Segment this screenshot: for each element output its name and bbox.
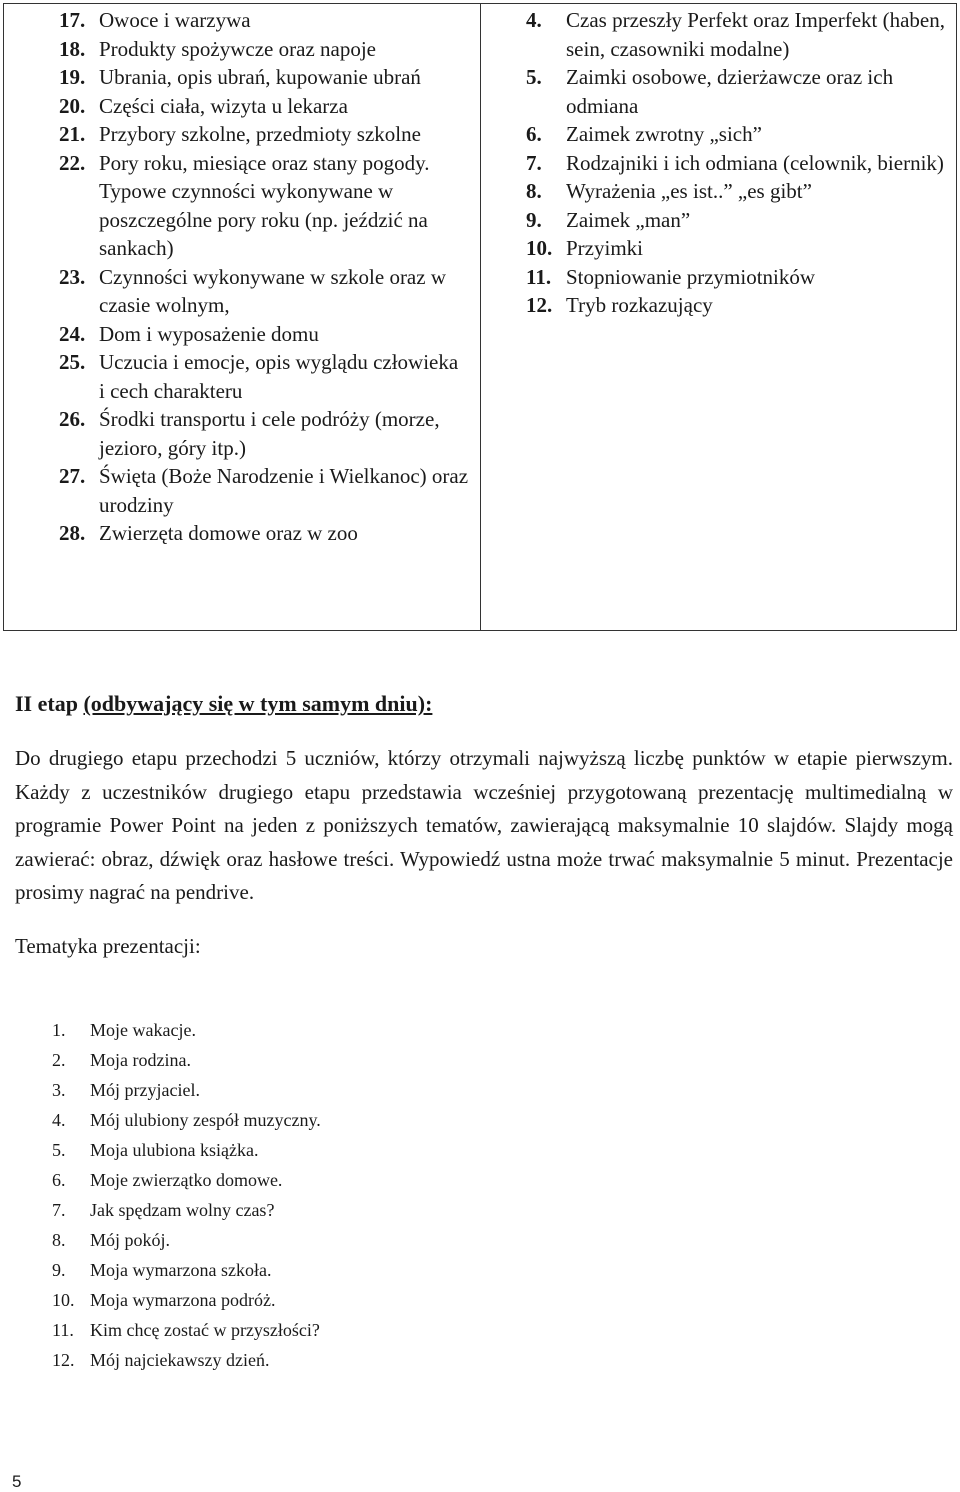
item-text: Stopniowanie przymiotników [566, 264, 816, 289]
item-number: 19. [59, 65, 86, 89]
item-text: Produkty spożywcze oraz napoje [99, 36, 376, 61]
list-item [59, 63, 469, 92]
item-number: 12. [526, 293, 553, 317]
item-text: Owoce i warzywa [99, 8, 251, 32]
item-text: Kim chcę zostać w przyszłości? [90, 1320, 320, 1340]
item-number: 7. [52, 1200, 66, 1220]
list-item [526, 177, 946, 206]
list-item [52, 1015, 321, 1045]
item-number: 20. [59, 93, 86, 118]
list-item [59, 348, 469, 405]
item-number: 1. [52, 1020, 66, 1040]
item-number: 4. [526, 8, 542, 32]
item-number: 26. [59, 407, 86, 431]
item-text: Środki transportu i cele podróży (morze, jezioro, góry itp.) [99, 407, 440, 460]
item-number: 3. [52, 1080, 66, 1100]
list-item [526, 263, 946, 292]
item-text: Części ciała, wizyta u lekarza [99, 93, 348, 118]
topics-heading: Tematyka prezentacji: [15, 934, 201, 958]
item-number: 18. [59, 36, 86, 61]
item-text: Moje zwierzątko domowe. [90, 1170, 283, 1190]
item-text: Zaimek „man” [566, 207, 691, 232]
item-number: 21. [59, 122, 86, 146]
item-number: 23. [59, 264, 86, 289]
item-text: Tryb rozkazujący [566, 293, 713, 317]
vocabulary-topics-list [59, 6, 469, 548]
grammar-topics-list [526, 6, 946, 320]
item-text: Mój pokój. [90, 1230, 171, 1250]
list-item [52, 1165, 321, 1195]
page-number: 5 [12, 1472, 22, 1491]
item-number: 27. [59, 464, 86, 488]
stage-heading-lead: II etap [15, 691, 84, 716]
list-item [52, 1285, 321, 1315]
list-item [59, 6, 469, 35]
item-text: Zwierzęta domowe oraz w zoo [99, 521, 358, 545]
list-item [52, 1045, 321, 1075]
item-number: 9. [526, 207, 542, 232]
item-number: 5. [526, 65, 542, 89]
column-divider [480, 4, 481, 630]
presentation-topics-list [52, 1015, 321, 1375]
item-text: Ubrania, opis ubrań, kupowanie ubrań [99, 65, 421, 89]
topics-table [3, 3, 957, 631]
list-item [52, 1225, 321, 1255]
item-text: Moja wymarzona szkoła. [90, 1260, 272, 1280]
list-item [59, 462, 469, 519]
list-item [52, 1315, 321, 1345]
list-item [52, 1105, 321, 1135]
list-item [526, 120, 946, 149]
item-text: Moja ulubiona książka. [90, 1140, 259, 1160]
item-text: Przyimki [566, 236, 643, 260]
item-number: 10. [526, 236, 553, 260]
list-item [526, 234, 946, 263]
item-number: 7. [526, 150, 542, 175]
stage-heading [15, 691, 432, 717]
item-text: Święta (Boże Narodzenie i Wielkanoc) oraz urodziny [99, 464, 469, 517]
list-item [59, 35, 469, 64]
item-number: 2. [52, 1050, 66, 1070]
item-number: 10. [52, 1290, 75, 1310]
list-item [59, 120, 469, 149]
item-text: Zaimki osobowe, dzierżawcze oraz ich odmiana [566, 65, 894, 118]
list-item [526, 291, 946, 320]
item-number: 6. [526, 122, 542, 146]
item-number: 8. [52, 1230, 66, 1250]
item-text: Czynności wykonywane w szkole oraz w czasie wolnym, [99, 264, 446, 317]
item-number: 4. [52, 1110, 66, 1130]
item-text: Moje wakacje. [90, 1020, 196, 1040]
item-number: 17. [59, 8, 86, 32]
list-item [52, 1135, 321, 1165]
item-number: 22. [59, 150, 86, 175]
item-number: 12. [52, 1350, 75, 1370]
list-item [59, 149, 469, 263]
item-text: Czas przeszły Perfekt oraz Imperfekt (haben, sein, czasowniki modalne) [566, 8, 945, 61]
item-number: 24. [59, 321, 86, 346]
item-number: 9. [52, 1260, 66, 1280]
item-text: Mój przyjaciel. [90, 1080, 200, 1100]
list-item [59, 405, 469, 462]
item-number: 25. [59, 350, 86, 374]
item-number: 6. [52, 1170, 66, 1190]
item-text: Jak spędzam wolny czas? [90, 1200, 275, 1220]
list-item [59, 519, 469, 548]
list-item [526, 206, 946, 235]
item-text: Dom i wyposażenie domu [99, 321, 319, 346]
item-number: 5. [52, 1140, 66, 1160]
list-item [52, 1195, 321, 1225]
list-item [59, 320, 469, 349]
stage-description: Do drugiego etapu przechodzi 5 uczniów, którzy otrzymali najwyższą liczbę punktów w etapie pierwszym. Każdy z uczestników drugiego etapu przedstawia wcześniej przygotowaną prezentację multimedialną w programie Power Point na jeden z poniższych tematów, zawierającą maksymalnie 10 slajdów. Slajdy mogą zawierać: obraz, dźwięk oraz hasłowe treści. Wypowiedź ustna może trwać maksymalnie 5 minut. Prezentacje prosimy nagrać na pendrive. [15, 746, 953, 904]
list-item [52, 1075, 321, 1105]
item-text: Mój najciekawszy dzień. [90, 1350, 270, 1370]
list-item [59, 92, 469, 121]
item-text: Wyrażenia „es ist..” „es gibt” [566, 179, 812, 203]
item-number: 11. [526, 264, 552, 289]
stage-heading-underlined: (odbywający się w tym samym dniu): [83, 691, 433, 716]
item-text: Zaimek zwrotny „sich” [566, 122, 762, 146]
list-item [52, 1255, 321, 1285]
list-item [526, 149, 946, 178]
item-text: Mój ulubiony zespół muzyczny. [90, 1110, 321, 1130]
item-text: Rodzajniki i ich odmiana (celownik, biernik) [566, 150, 944, 175]
item-text: Pory roku, miesiące oraz stany pogody. Typowe czynności wykonywane w poszczególne pory roku (np. jeździć na sankach) [99, 150, 430, 260]
list-item [526, 63, 946, 120]
list-item [52, 1345, 321, 1375]
item-text: Uczucia i emocje, opis wyglądu człowieka i cech charakteru [99, 350, 459, 403]
item-number: 11. [52, 1320, 74, 1340]
item-number: 8. [526, 179, 542, 203]
item-number: 28. [59, 521, 86, 545]
item-text: Moja wymarzona podróż. [90, 1290, 276, 1310]
list-item [59, 263, 469, 320]
list-item [526, 6, 946, 63]
item-text: Moja rodzina. [90, 1050, 191, 1070]
item-text: Przybory szkolne, przedmioty szkolne [99, 122, 421, 146]
